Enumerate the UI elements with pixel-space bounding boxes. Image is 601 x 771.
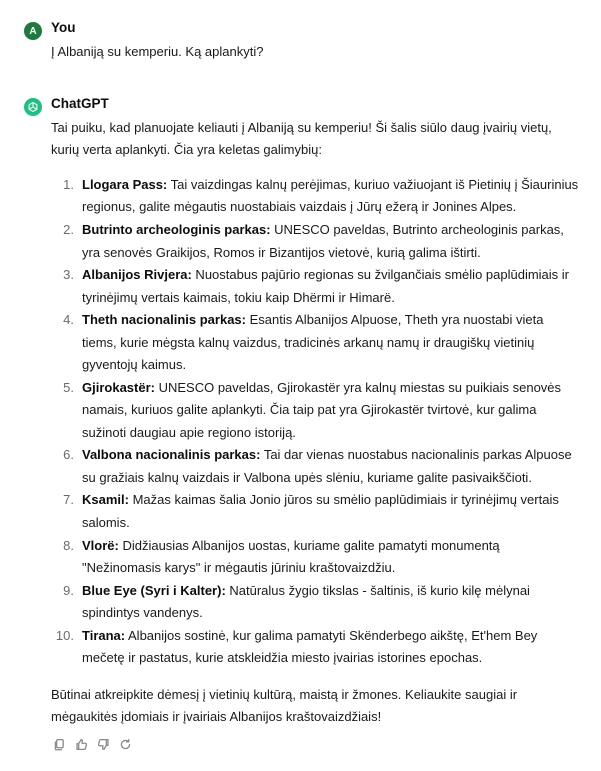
item-title: Vlorë: bbox=[82, 537, 119, 553]
item-description: Esantis Albanijos Alpuose, Theth yra nuostabi vieta tiems, kurie mėgsta kalnų vaizdus, tradicinės arkanų namų ir draugiškų vietinių gyventojų kaimus. bbox=[82, 312, 544, 373]
message-actions bbox=[51, 736, 133, 752]
item-description: Albanijos sostinė, kur galima pamatyti Skënderbego aikštę, Et'hem Bey mečetę ir pastatus, kurie atskleidžia miesto įvairias istorines epochas. bbox=[82, 627, 538, 666]
list-number: 6. bbox=[63, 447, 74, 463]
list-number: 10. bbox=[55, 627, 74, 643]
item-title: Albanijos Rivjera: bbox=[82, 267, 192, 283]
item-description: Mažas kaimas šalia Jonio jūros su smėlio paplūdimiais ir tyrinėjimų vertais salomis. bbox=[82, 492, 559, 530]
assistant-intro-text: Tai puiku, kad planuojate keliauti į Albaniją su kemperiu! Ši šalis siūlo daug įvairių vietų, kurių verta aplankyti. Čia yra keletas galimybių: bbox=[51, 120, 552, 157]
item-title: Theth nacionalinis parkas: bbox=[82, 312, 246, 328]
recommendation-item bbox=[51, 264, 581, 309]
list-number: 5. bbox=[63, 379, 74, 395]
thumbs-up-button[interactable] bbox=[73, 736, 89, 752]
assistant-author-name: ChatGPT bbox=[51, 96, 109, 111]
list-number: 3. bbox=[63, 267, 74, 283]
recommendation-item bbox=[51, 174, 581, 219]
item-description: UNESCO paveldas, Butrinto archeologinis parkas, yra senovės Graikijos, Romos ir Bizantijos vietovė, kurią galima ištirti. bbox=[82, 222, 564, 260]
item-title: Llogara Pass: bbox=[82, 177, 168, 192]
chatgpt-logo-icon bbox=[24, 98, 42, 116]
recommendation-item bbox=[51, 309, 581, 376]
recommendation-item bbox=[51, 625, 581, 670]
item-title: Valbona nacionalinis parkas: bbox=[82, 447, 261, 463]
regenerate-icon bbox=[119, 738, 132, 751]
item-title: Gjirokastër: bbox=[82, 379, 155, 395]
list-number: 4. bbox=[63, 312, 74, 328]
recommendation-item bbox=[51, 580, 581, 625]
item-description: Didžiausias Albanijos uostas, kuriame galite pamatyti monumentą "Nežinomasis karys" ir mėgautis jūriniu kraštovaizdžiu. bbox=[82, 537, 500, 575]
copy-button[interactable] bbox=[51, 736, 67, 752]
item-title: Blue Eye (Syri i Kalter): bbox=[82, 582, 226, 598]
regenerate-button[interactable] bbox=[117, 736, 133, 752]
recommendation-item bbox=[51, 219, 581, 264]
recommendation-item bbox=[51, 377, 581, 444]
item-description: Natūralus žygio tikslas - šaltinis, iš kurio kilę mėlynai spindintys vandenys. bbox=[82, 582, 530, 621]
item-description: Nuostabus pajūrio regionas su žvilgančiais smėlio paplūdimiais ir tyrinėjimų vertais kaimais, tokiu kaip Dhërmi ir Himarë. bbox=[82, 267, 569, 305]
list-number: 7. bbox=[63, 492, 74, 508]
item-description: Tai vaizdingas kalnų perėjimas, kuriuo važiuojant iš Pietinių į Šiaurinius regionus, galite mėgautis nuostabiais vaizdais į Jūrų ežerą ir Jonines Alpes. bbox=[82, 177, 579, 215]
user-avatar: A bbox=[24, 22, 42, 40]
item-description: Tai dar vienas nuostabus nacionalinis parkas Alpuose su gražiais kalnų vaizdais ir Valbona upės slėniu, kuriame galite pasivaikščioti. bbox=[82, 447, 572, 485]
list-number: 1. bbox=[63, 177, 74, 192]
user-author-name: You bbox=[51, 20, 76, 35]
user-message-text: Į Albaniją su kemperiu. Ką aplankyti? bbox=[51, 44, 264, 59]
item-title: Tirana: bbox=[82, 627, 126, 643]
recommendation-item bbox=[51, 489, 581, 534]
recommendation-list bbox=[51, 174, 581, 670]
item-title: Ksamil: bbox=[82, 492, 129, 508]
recommendation-item bbox=[51, 444, 581, 489]
list-number: 8. bbox=[63, 537, 74, 553]
recommendation-item bbox=[51, 535, 581, 580]
list-number: 9. bbox=[63, 582, 74, 598]
list-number: 2. bbox=[63, 222, 74, 238]
thumbs-down-icon bbox=[97, 738, 110, 751]
item-title: Butrinto archeologinis parkas: bbox=[82, 222, 271, 238]
thumbs-up-icon bbox=[75, 738, 88, 751]
thumbs-down-button[interactable] bbox=[95, 736, 111, 752]
copy-icon bbox=[53, 738, 66, 751]
item-description: UNESCO paveldas, Gjirokastër yra kalnų miestas su puikiais senovės namais, kuriuos galite aplankyti. Čia taip pat yra Gjirokastër tvirtovė, kur galima sužinoti daugiau apie regiono istoriją. bbox=[82, 379, 562, 440]
assistant-closing-text: Būtinai atkreipkite dėmesį į vietinių kultūrą, maistą ir žmones. Keliaukite saugiai ir mėgaukitės įdomiais ir įvairiais Albanijos kraštovaizdžiais! bbox=[51, 687, 518, 724]
